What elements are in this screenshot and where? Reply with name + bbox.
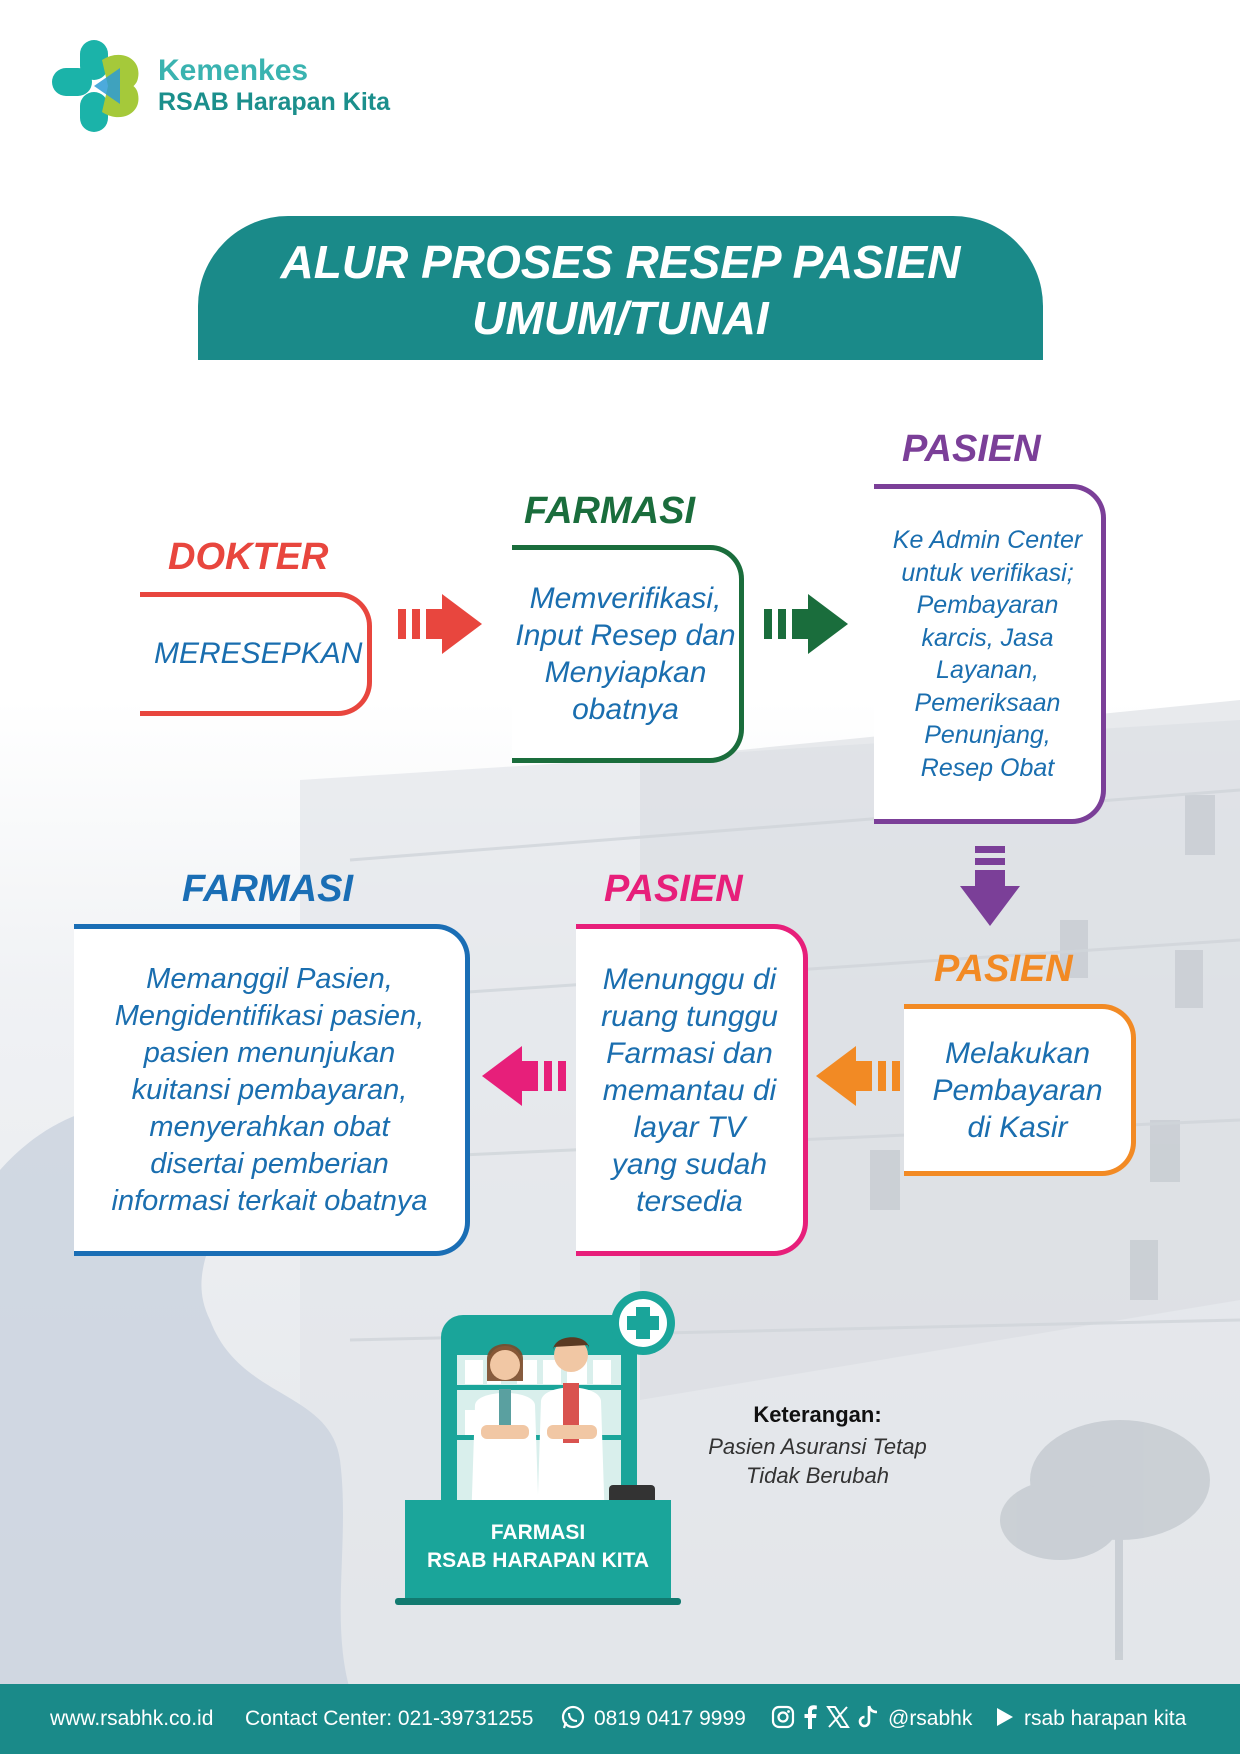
footer-whatsapp-number[interactable]: 0819 0417 9999 xyxy=(594,1707,746,1730)
arrow-left-icon xyxy=(482,1046,566,1106)
x-icon[interactable] xyxy=(826,1704,850,1730)
instagram-icon[interactable] xyxy=(770,1704,796,1730)
step-1-text: MERESEPKAN xyxy=(154,637,363,670)
tiktok-icon[interactable] xyxy=(856,1704,880,1730)
arrow-left-icon xyxy=(816,1046,900,1106)
step-4-box xyxy=(904,1004,1136,1176)
logo-text-hospital: RSAB Harapan Kita xyxy=(158,88,390,116)
step-2-box xyxy=(512,545,744,763)
step-3-text: Ke Admin Center untuk verifikasi; Pembayaran karcis, Jasa Layanan, Pemeriksaan Penunjang, Resep Obat xyxy=(892,526,1083,782)
footer-social-handle[interactable]: @rsabhk xyxy=(888,1707,973,1730)
kemenkes-logo xyxy=(50,38,410,138)
title-line-2: UMUM/TUNAI xyxy=(472,292,769,344)
step-6-role: FARMASI xyxy=(182,868,353,910)
step-4-role: PASIEN xyxy=(934,948,1073,990)
step-5-role: PASIEN xyxy=(604,868,743,910)
pharmacy-sign-line-1: FARMASI xyxy=(490,1521,586,1544)
footer-contact-center: Contact Center: 021-39731255 xyxy=(245,1707,534,1730)
arrow-down-icon xyxy=(960,846,1020,926)
step-1-role: DOKTER xyxy=(168,536,329,578)
facebook-icon[interactable] xyxy=(800,1704,820,1730)
step-5-box xyxy=(576,924,808,1256)
step-3-box xyxy=(874,484,1106,824)
pharmacy-counter-base xyxy=(395,1598,681,1605)
step-2-text: Memverifikasi, Input Resep dan Menyiapkan obatnya xyxy=(515,582,736,726)
title-line-1: ALUR PROSES RESEP PASIEN xyxy=(280,236,961,288)
step-5-text: Menunggu di ruang tunggu Farmasi dan memantau di layar TV yang sudah tersedia xyxy=(601,962,778,1218)
footer-website[interactable]: www.rsabhk.co.id xyxy=(50,1707,214,1730)
pharmacy-sign-line-2: RSAB HARAPAN KITA xyxy=(426,1549,650,1572)
page-title xyxy=(198,216,1043,360)
step-6-text: Memanggil Pasien, Mengidentifikasi pasien, pasien menunjukan kuitansi pembayaran, menyerahkan obat disertai pemberian informasi terkait obatnya xyxy=(111,962,428,1217)
logo-text-kemenkes: Kemenkes xyxy=(158,54,309,87)
arrow-right-icon xyxy=(398,594,482,654)
step-1-box xyxy=(140,592,372,716)
step-6-box xyxy=(74,924,470,1256)
youtube-play-icon[interactable] xyxy=(994,1704,1016,1730)
arrow-right-icon xyxy=(764,594,848,654)
note-body: Pasien Asuransi Tetap Tidak Berubah xyxy=(708,1434,927,1488)
kemenkes-logo-icon xyxy=(50,38,146,134)
note-title: Keterangan: xyxy=(753,1402,882,1427)
step-3-role: PASIEN xyxy=(902,428,1041,470)
footer xyxy=(0,1684,1240,1754)
step-2-role: FARMASI xyxy=(524,490,695,532)
footer-youtube-channel[interactable]: rsab harapan kita xyxy=(1024,1707,1187,1730)
pharmacy-sign xyxy=(405,1497,671,1597)
step-4-text: Melakukan Pembayaran di Kasir xyxy=(932,1036,1103,1144)
whatsapp-icon[interactable] xyxy=(560,1704,586,1730)
